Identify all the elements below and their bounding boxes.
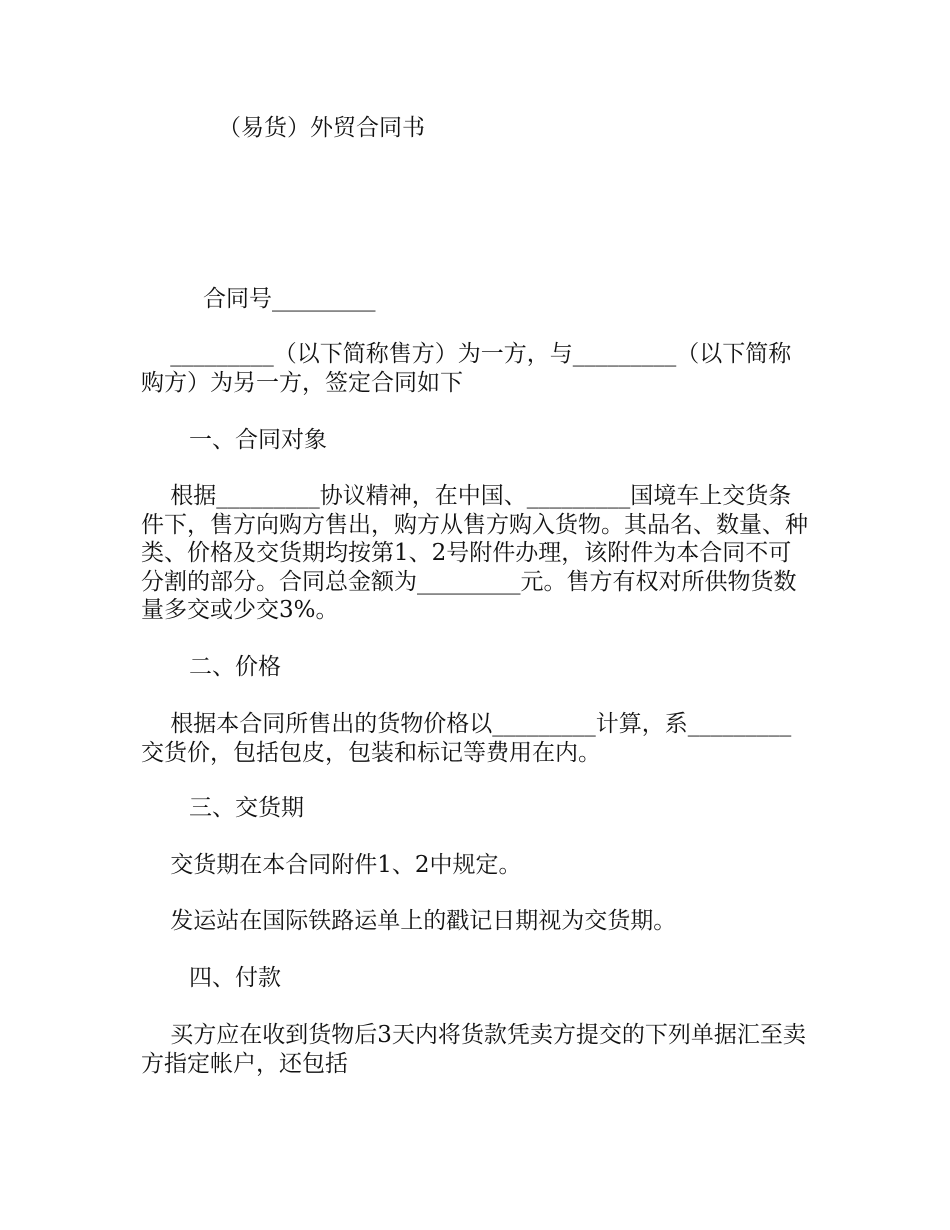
section-body-payment: 买方应在收到货物后3天内将货款凭卖方提交的下列单据汇至卖方指定帐户，还包括 (141, 1022, 806, 1077)
intro-paragraph: _________（以下简称售方）为一方，与_________（以下简称购方）为另一方，签定合同如下 (141, 341, 792, 396)
section-body-delivery-2: 发运站在国际铁路运单上的戳记日期视为交货期。 (141, 908, 677, 934)
document-title: （易货）外贸合同书 (218, 115, 425, 141)
section-heading-payment: 四、付款 (189, 965, 281, 991)
section-heading-delivery: 三、交货期 (189, 795, 304, 821)
section-body-delivery-1: 交货期在本合同附件1、2中规定。 (141, 852, 522, 878)
section-body-price: 根据本合同所售出的货物价格以_________计算，系_________交货价，包括包皮，包装和标记等费用在内。 (141, 711, 792, 766)
section-body-contract-object: 根据_________协议精神，在中国、_________国境车上交货条件下，售方向购方售出，购方从售方购入货物。其品名、数量、种类、价格及交货期均按第1、2号附件办理，该附件为本合同不可分割的部分。合同总金额为_________元。售方有权对所供物货数量多交或少交3%。 (141, 483, 808, 623)
section-heading-contract-object: 一、合同对象 (189, 427, 327, 453)
section-heading-price: 二、价格 (189, 654, 281, 680)
contract-number: 合同号_________ (203, 286, 376, 312)
